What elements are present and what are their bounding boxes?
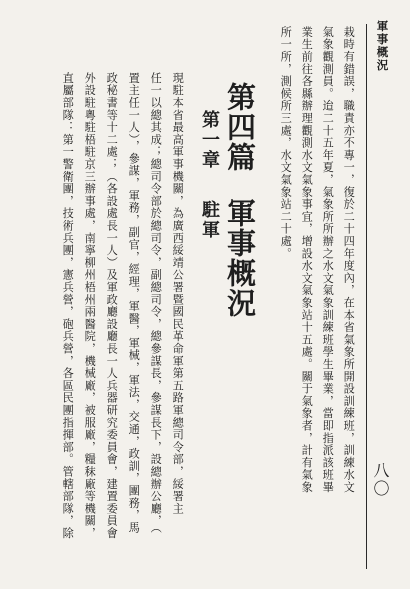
chapter-heading [200,110,218,240]
part-heading-number: 第四篇 [223,82,257,172]
top-text-line-1: 栽時有錯誤，職責亦不專一，復於二十四年度內，在本省氣象所開設訓練班，訓練水文 [342,26,356,494]
chapter-text-line-1: 現駐本省最高軍事機關，為廣西綏靖公署暨國民革命軍第五路軍總司令部，綏署主 [171,72,185,515]
chapter-text-line-3: 置主任一人），參謀，軍務，副官，經理，軍醫，軍械，軍法，交通，政訓，團務，馬 [127,72,141,534]
top-text-line-2: 氣象觀測員。迨二十五年夏，氣象所所辦之水文氣象訓練班學生畢業，當即指派該班畢 [321,26,335,494]
chapter-heading-number: 第一章 [199,110,220,170]
page-number: 八〇 [371,462,390,498]
header-divider-rule [366,24,367,569]
top-text-line-3: 業生前往各縣辦理觀測水文氣象事宜，增設水文氣象站十五處。關于氣象者，計有氣象 [300,26,314,494]
chapter-text-line-4: 政秘書等十二處；（各設處長一人）及軍政廳設廳長一人兵器研究委員會，建置委員會 [105,72,119,540]
part-heading [223,82,257,318]
chapter-heading-title: 駐軍 [199,200,220,240]
chapter-text-line-6: 直屬部隊：第一警衛團，技術兵團，憲兵營，砲兵營，各區民團指揮部。管轄部隊，除 [61,72,75,540]
chapter-text-line-5: 外設駐粵駐梧駐京三辦事處，南寧柳州梧州兩醫院，機械廠，被服廠，糧秣廠等機關， [83,72,97,540]
chapter-text-line-2: 任一以總其成；總司令部於總司令，副總司令，總參謀長，參謀長下，設總辦公廳，（ [149,72,163,534]
top-text-line-4: 所一所，測候所三處，水文氣象站二十處。 [279,26,293,260]
running-header-title: 軍事概況 [375,20,390,72]
part-heading-title: 軍事概況 [223,198,257,318]
